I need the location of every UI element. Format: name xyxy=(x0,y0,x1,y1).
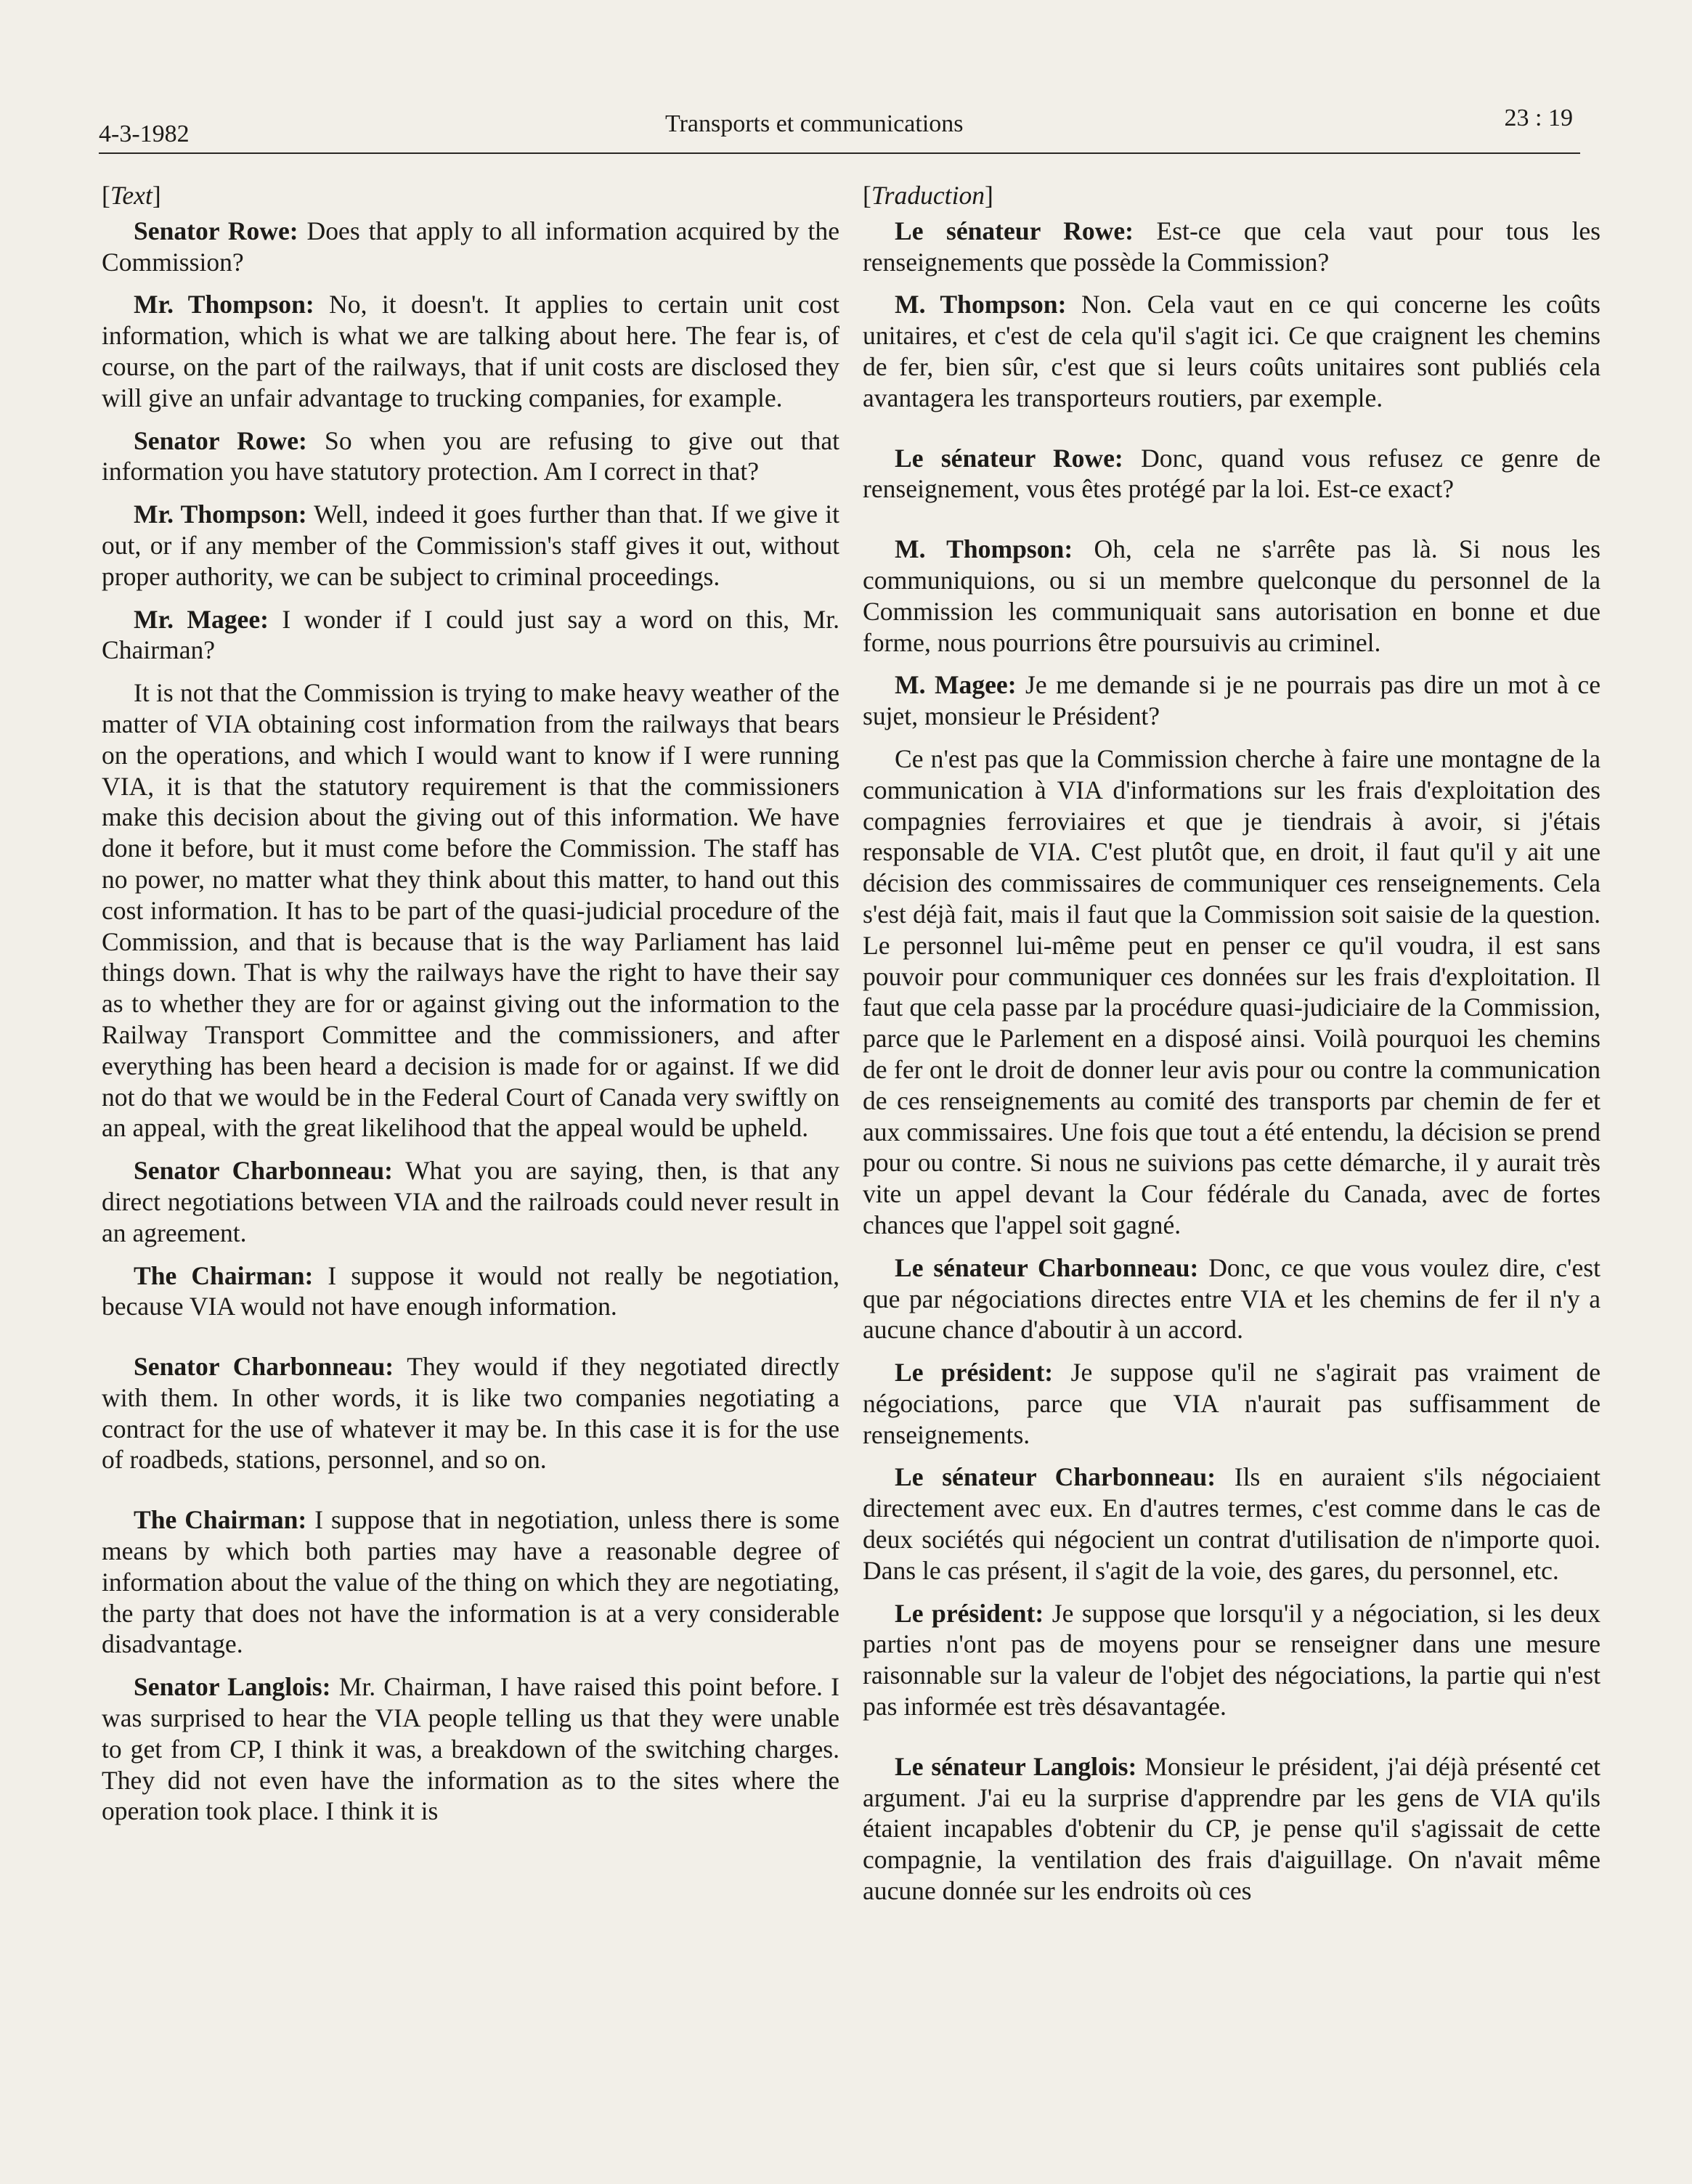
paragraph-text: Monsieur le président, j'ai déjà présenté cet argument. J'ai eu la surprise d'apprendre par les gens de VIA qu'ils étaient incapables d'obtenir du CP, je pense qu'il s'agissait de cette compagnie, la ventilation des frais d'aiguillage. On n'avait même aucune donnée sur les endroits où ces xyxy=(863,1751,1601,1906)
paragraph-text: Well, indeed it goes further than that. If we give it out, or if any member of the Commission's staff gives it out, without proper authority, we can be subject to criminal proceedings. xyxy=(102,500,840,591)
paragraph xyxy=(102,1351,839,1475)
paragraph xyxy=(863,1751,1601,1907)
paragraph-text: Je me demande si je ne pourrais pas dire un mot à ce sujet, monsieur le Président? xyxy=(863,670,1601,731)
paragraph xyxy=(102,499,839,592)
speaker-name: Le président: xyxy=(895,1598,1044,1628)
speaker-name: M. Thompson: xyxy=(895,290,1067,319)
paragraph xyxy=(102,1671,839,1827)
paragraph xyxy=(863,534,1601,658)
paragraph-text: Je suppose qu'il ne s'agirait pas vraiment de négociations, parce que VIA n'aurait pas suffisamment de renseignements. xyxy=(863,1358,1601,1449)
header-title: Transports et communications xyxy=(665,110,964,137)
paragraph-text: Non. Cela vaut en ce qui concerne les coûts unitaires, et c'est de cela qu'il s'agit ici. Ce que craignent les chemins de fer, bien sûr, c'est que si leurs coûts unitaires sont publiés cela avantagera les transporteurs routiers, par exemple. xyxy=(863,290,1601,412)
language-tag: [Traduction] xyxy=(863,181,993,210)
paragraph xyxy=(863,216,1601,278)
paragraph xyxy=(102,604,839,667)
header-page-number: 23 : 19 xyxy=(1504,105,1573,131)
paragraph xyxy=(102,1504,839,1660)
paragraph xyxy=(863,1252,1601,1345)
speaker-name: Le président: xyxy=(895,1358,1054,1388)
paragraph-text: No, it doesn't. It applies to certain unit cost information, which is what we are talking about here. The fear is, of course, on the part of the railways, that if unit costs are disclosed they will give an unfair advantage to trucking companies, for example. xyxy=(102,290,840,412)
paragraph xyxy=(863,1357,1601,1450)
paragraph xyxy=(863,289,1601,413)
paragraph-text: Ce n'est pas que la Commission cherche à faire une montagne de la communication à VIA d'informations sur les frais d'exploitation des compagnies ferroviaires et que je tiendrais à avoir, si j'étais responsable de VIA. C'est plutôt que, en droit, il faut qu'il y ait une décision des commissaires de communiquer ces renseignements. Cela s'est déjà fait, mais il faut que la Commission soit saisie de la question. Le personnel lui-même peut en penser ce qu'il voudra, il est sans pouvoir pour communiquer ces données sur les frais d'exploitation. Il faut que cela passe par la procédure quasi-judiciaire de la Commission, parce que le Parlement en a disposé ainsi. Voilà pourquoi les chemins de fer ont le droit de donner leur avis pour ou contre la communication de ces renseignements au comité des transports par chemin de fer et aux commissaires. Une fois que tout a été entendu, la décision se prend pour ou contre. Si nous ne suivions pas cette démarche, il y aurait très vite un appel devant la Cour fédérale du Canada, avec de fortes chances que l'appel soit gagné. xyxy=(863,743,1601,1239)
paragraph-text: What you are saying, then, is that any direct negotiations between VIA and the railroads could never result in an agreement. xyxy=(102,1156,839,1247)
paragraph-text: Ils en auraient s'ils négociaient directement avec eux. En d'autres termes, c'est comme dans le cas de deux sociétés qui négocient un contrat d'utilisation de n'importe quoi. Dans le cas présent, il s'agit de la voie, des gares, du personnel, etc. xyxy=(863,1462,1601,1585)
paragraph xyxy=(102,216,839,278)
paragraph-text: It is not that the Commission is trying to make heavy weather of the matter of VIA obtaining cost information from the railways that bears on the operations, and which I would want to know if I were running VIA, it is that the statutory requirement is that the commissioners make this decision about the giving out of this information. We have done it before, but it must come before the Commission. The staff has no power, no matter what they think about this matter, to hand out this cost information. It has to be part of the quasi-judicial procedure of the Commission, and that is because that is the way Parliament has laid things down. That is why the railways have the right to have their say as to whether they are for or against giving out the information to the Railway Transport Committee and the commissioners, and after everything has been heard a decision is made for or against. If we did not do that we would be in the Federal Court of Canada very swiftly on an appeal, with the great likelihood that the appeal would be upheld. xyxy=(102,678,839,1143)
speaker-name: M. Magee: xyxy=(895,670,1017,700)
speaker-name: Mr. Thompson: xyxy=(134,290,314,319)
french-column xyxy=(863,180,1601,1918)
speaker-name: M. Thompson: xyxy=(895,534,1073,564)
speaker-name: Mr. Magee: xyxy=(134,604,269,634)
paragraph-text: They would if they negotiated directly with them. In other words, it is like two companies negotiating a contract for the use of whatever it may be. In this case it is for the use of roadbeds, stations, personnel, and so on. xyxy=(102,1352,839,1475)
paragraph xyxy=(863,669,1601,732)
paragraph xyxy=(102,289,839,413)
speaker-name: The Chairman: xyxy=(134,1260,314,1290)
paragraph xyxy=(863,1598,1601,1722)
speaker-name: Mr. Thompson: xyxy=(134,500,307,529)
paragraph-text: I wonder if I could just say a word on this, Mr. Chairman? xyxy=(102,604,840,665)
speaker-name: Le sénateur Charbonneau: xyxy=(895,1462,1216,1492)
english-column xyxy=(102,180,839,1838)
paragraph-text: Oh, cela ne s'arrête pas là. Si nous les communiquions, ou si un membre quelconque du personnel de la Commission les communiquait sans autorisation en bonne et due forme, nous pourrions être poursuivis au criminel. xyxy=(863,534,1601,657)
speaker-name: Senator Rowe: xyxy=(134,425,307,455)
speaker-name: Le sénateur Rowe: xyxy=(895,216,1134,245)
paragraph-text: I suppose it would not really be negotiation, because VIA would not have enough information. xyxy=(102,1260,839,1321)
speaker-name: Le sénateur Rowe: xyxy=(895,443,1123,473)
speaker-name: Senator Charbonneau: xyxy=(134,1156,394,1186)
paragraph xyxy=(102,425,839,488)
paragraph-text: So when you are refusing to give out that information you have statutory protection. Am I correct in that? xyxy=(102,425,839,486)
paragraph xyxy=(102,1155,839,1248)
speaker-name: The Chairman: xyxy=(134,1505,307,1535)
paragraph-text: Donc, quand vous refusez ce genre de renseignement, vous êtes protégé par la loi. Est-ce exact? xyxy=(863,443,1601,504)
paragraph-text: Donc, ce que vous voulez dire, c'est que par négociations directes entre VIA et les chemins de fer il n'y a aucune chance d'aboutir à un accord. xyxy=(863,1252,1601,1345)
paragraph-text: Does that apply to all information acquired by the Commission? xyxy=(102,216,839,277)
paragraph-text: Est-ce que cela vaut pour tous les renseignements que possède la Commission? xyxy=(863,216,1601,277)
paragraph xyxy=(102,677,839,1144)
page-header xyxy=(99,102,1580,154)
speaker-name: Senator Charbonneau: xyxy=(134,1352,394,1382)
speaker-name: Senator Rowe: xyxy=(134,216,298,245)
paragraph xyxy=(102,1260,839,1323)
paragraph-text: Mr. Chairman, I have raised this point before. I was surprised to hear the VIA people telling us that they were unable to get from CP, I think it was, a breakdown of the switching charges. They did not even have the information as to the sites where the operation took place. I think it is xyxy=(102,1672,839,1826)
paragraph xyxy=(863,443,1601,505)
speaker-name: Le sénateur Charbonneau: xyxy=(895,1252,1199,1282)
language-tag: [Text] xyxy=(102,181,161,210)
speaker-name: Le sénateur Langlois: xyxy=(895,1751,1137,1781)
speaker-name: Senator Langlois: xyxy=(134,1672,331,1702)
paragraph-text: Je suppose que lorsqu'il y a négociation, si les deux parties n'ont pas de moyens pour se renseigner dans une mesure raisonnable sur la valeur de l'objet des négociations, la partie qui n'est pas informée est très désavantagée. xyxy=(863,1598,1601,1721)
paragraph-text: I suppose that in negotiation, unless there is some means by which both parties may have a reasonable degree of information about the value of the thing on which they are negotiating, the party that does not have the information is at a very considerable disadvantage. xyxy=(102,1505,839,1659)
paragraph xyxy=(863,743,1601,1241)
header-date: 4-3-1982 xyxy=(99,121,190,147)
paragraph xyxy=(863,1462,1601,1586)
